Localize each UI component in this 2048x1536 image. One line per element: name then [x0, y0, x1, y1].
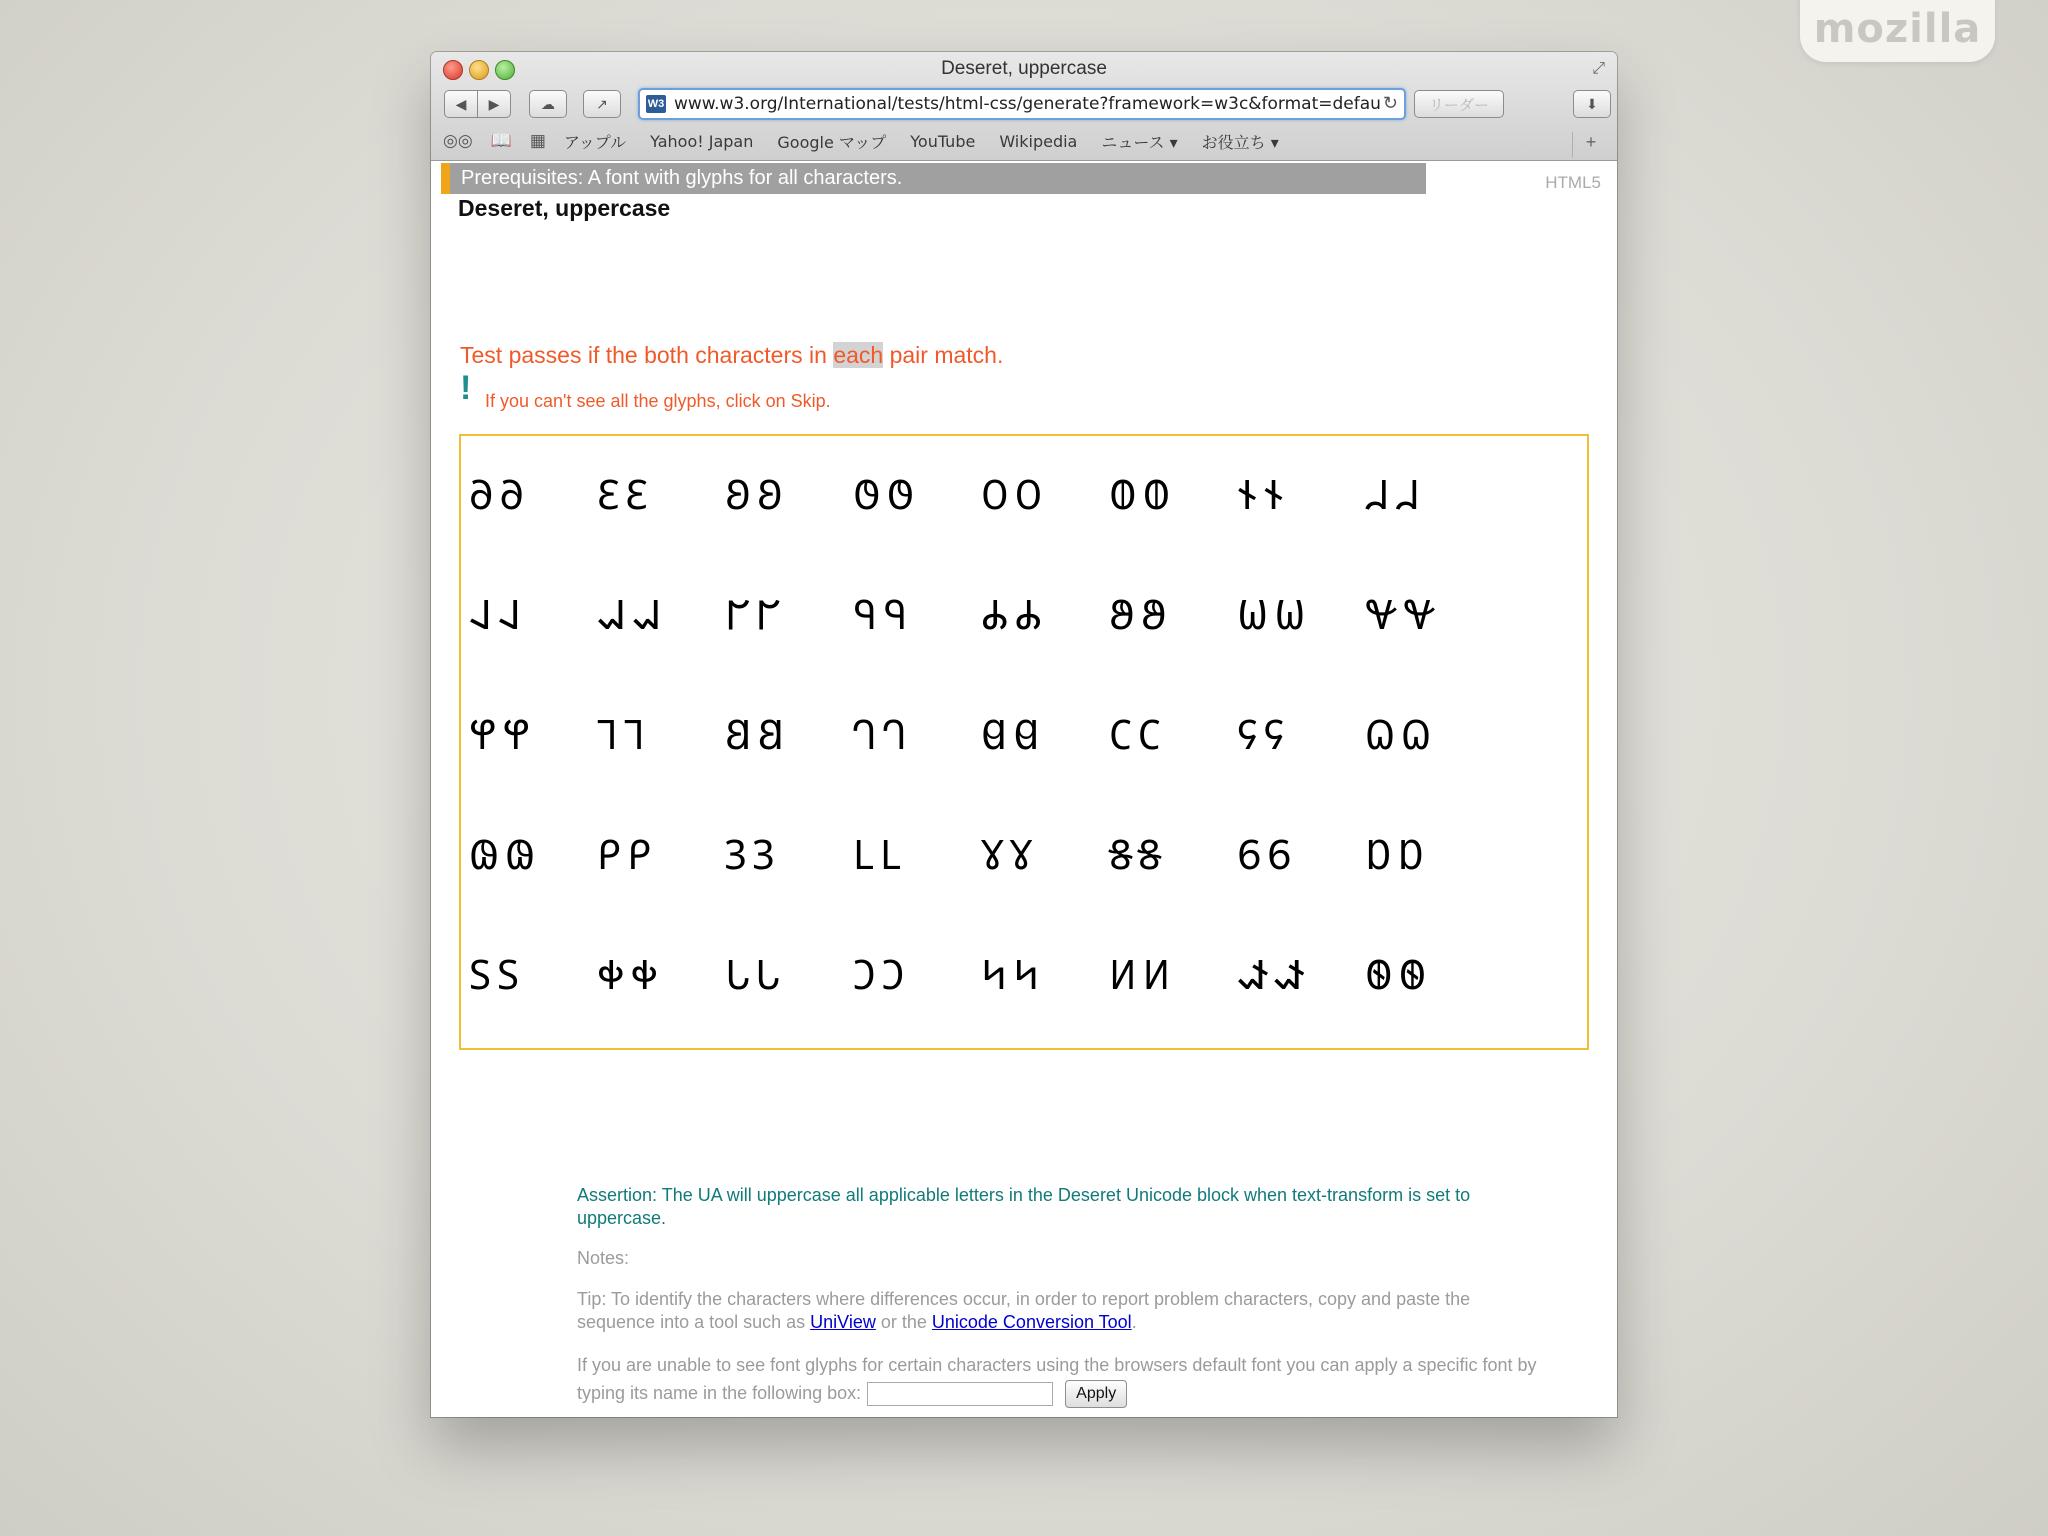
glyph-row	[469, 951, 1569, 1071]
url-text[interactable]: www.w3.org/International/tests/html-css/generate?framework=w3c&format=defau	[674, 94, 1381, 114]
glyph-pair: 𐐜𐐜	[981, 833, 1039, 879]
bookmarks-book-icon[interactable]: 📖	[490, 131, 512, 150]
test-instruction	[460, 342, 1003, 369]
mozilla-tab	[1800, 0, 1995, 62]
icloud-tabs-button[interactable]	[529, 90, 567, 118]
page-content	[431, 161, 1617, 1417]
glyph-pair: 𐐅𐐅	[1109, 473, 1177, 519]
glyph-pair: 𐐏𐐏	[1365, 593, 1442, 639]
instruction-text-end: pair match.	[883, 342, 1004, 368]
bookmark-item[interactable]: アップル	[563, 132, 627, 152]
glyph-pair: 𐐥𐐥	[1109, 953, 1177, 999]
glyph-pair: 𐐔𐐔	[981, 713, 1046, 759]
glyph-pair: 𐐋𐐋	[853, 593, 914, 639]
glyph-pair: 𐐂𐐂	[725, 473, 789, 519]
glyph-pair: 𐐘𐐘	[469, 833, 541, 879]
tip-text	[577, 1288, 1547, 1334]
glyph-pair: 𐐧𐐧	[1365, 953, 1433, 999]
glyph-row	[469, 711, 1569, 831]
glyph-row	[469, 831, 1569, 951]
downloads-button[interactable]	[1573, 90, 1611, 118]
reload-icon[interactable]: ↻	[1382, 93, 1398, 113]
reader-button[interactable]: リーダー	[1414, 90, 1504, 118]
page-title: Deseret, uppercase	[458, 195, 671, 221]
browser-toolbar	[431, 52, 1617, 161]
tip-text-end: .	[1131, 1312, 1137, 1332]
glyph-pair: 𐐄𐐄	[981, 473, 1049, 519]
glyph-row	[469, 471, 1569, 591]
font-note	[577, 1351, 1547, 1408]
prerequisites-banner: Prerequisites: A font with glyphs for all characters.	[441, 163, 1426, 194]
glyph-pair: 𐐛𐐛	[853, 833, 907, 879]
glyph-pair: 𐐀𐐀	[469, 473, 531, 519]
glyph-pair: 𐐣𐐣	[853, 953, 911, 999]
glyph-pair: 𐐕𐐕	[1109, 713, 1167, 759]
glyph-pair: 𐐝𐐝	[1109, 833, 1167, 879]
browser-window	[431, 52, 1617, 1417]
skip-note: If you can't see all the glyphs, click on Skip.	[485, 391, 831, 411]
share-button[interactable]	[583, 90, 621, 118]
glyph-pair: 𐐈𐐈	[469, 593, 527, 639]
tip-text-middle: or the	[875, 1312, 932, 1332]
glyph-grid	[469, 471, 1569, 1071]
back-button[interactable]	[444, 90, 478, 118]
glyph-pair: 𐐦𐐦	[1237, 953, 1310, 999]
assertion-text: Assertion: The UA will uppercase all applicable letters in the Deseret Unicode block when text-transform is set to uppercase.	[577, 1185, 1471, 1228]
glyph-pair: 𐐆𐐆	[1237, 473, 1290, 519]
glyph-pair: 𐐇𐐇	[1365, 473, 1427, 519]
instruction-text: Test passes if the both characters in	[460, 342, 834, 368]
download-icon: ⬇	[1586, 95, 1598, 112]
unicode-conversion-tool-link[interactable]: Unicode Conversion Tool	[931, 1312, 1132, 1332]
glyph-test-box	[459, 434, 1589, 1050]
glyph-pair: 𐐚𐐚	[725, 833, 781, 879]
glyph-pair: 𐐤𐐤	[981, 953, 1046, 999]
bookmark-folder[interactable]: ニュース ▾	[1101, 132, 1178, 152]
forward-arrow-icon: ▶	[488, 95, 500, 112]
new-tab-plus-icon[interactable]: +	[1572, 132, 1609, 158]
top-sites-grid-icon[interactable]: ▦	[529, 131, 546, 150]
window-title: Deseret, uppercase	[941, 58, 1107, 79]
glyph-pair: 𐐃𐐃	[853, 473, 921, 519]
glyph-pair: 𐐉𐐉	[597, 593, 668, 639]
address-bar[interactable]	[638, 88, 1406, 120]
notes-label: Notes:	[577, 1248, 630, 1268]
font-note-text: If you are unable to see font glyphs for certain characters using the browsers default font you can apply a specific font by typing its name in the following box:	[577, 1355, 1537, 1403]
format-label: HTML5	[1545, 173, 1601, 192]
glyph-pair: 𐐙𐐙	[597, 833, 658, 879]
bookmark-item[interactable]: YouTube	[910, 131, 976, 151]
bookmark-item[interactable]: Yahoo! Japan	[650, 131, 754, 151]
uniview-link[interactable]: UniView	[810, 1312, 876, 1332]
apply-button[interactable]: Apply	[1065, 1380, 1127, 1408]
bookmark-item[interactable]: Wikipedia	[999, 131, 1078, 151]
glyph-pair: 𐐖𐐖	[1237, 713, 1290, 759]
font-name-input[interactable]	[867, 1382, 1053, 1406]
fullscreen-icon[interactable]: ⤢	[1592, 60, 1605, 77]
w3c-favicon-icon: W3	[646, 95, 666, 113]
glyph-pair: 𐐍𐐍	[1109, 593, 1173, 639]
tip-text-start: Tip: To identify the characters where differences occur, in order to report problem characters, copy and paste the sequence into a tool such as	[577, 1289, 1471, 1332]
glyph-pair: 𐐒𐐒	[725, 713, 791, 759]
glyph-pair: 𐐊𐐊	[725, 593, 787, 639]
bookmark-item[interactable]: Google マップ	[777, 132, 887, 152]
glyph-pair: 𐐓𐐓	[853, 713, 913, 759]
forward-button[interactable]	[477, 90, 511, 118]
glyph-pair: 𐐞𐐞	[1237, 833, 1297, 879]
mozilla-logo: mozilla	[1813, 6, 1982, 52]
exclamation-icon: !	[460, 369, 472, 407]
glyph-pair: 𐐁𐐁	[597, 473, 654, 519]
instruction-highlight: each	[833, 342, 884, 368]
bookmark-folder[interactable]: お役立ち ▾	[1201, 132, 1279, 152]
cloud-icon: ☁	[541, 95, 555, 112]
glyph-pair: 𐐑𐐑	[597, 713, 651, 759]
share-icon: ↗	[596, 95, 608, 112]
glyph-pair: 𐐟𐐟	[1365, 833, 1430, 879]
bookmarks-bar	[443, 128, 1583, 154]
reading-list-icon[interactable]: ◎◎	[443, 131, 473, 150]
glyph-pair: 𐐌𐐌	[981, 593, 1049, 639]
glyph-pair: 𐐡𐐡	[597, 953, 665, 999]
glyph-pair: 𐐢𐐢	[725, 953, 785, 999]
glyph-pair: 𐐗𐐗	[1365, 713, 1437, 759]
glyph-pair: 𐐎𐐎	[1237, 593, 1312, 639]
glyph-row	[469, 591, 1569, 711]
back-arrow-icon: ◀	[455, 95, 467, 112]
glyph-pair: 𐐠𐐠	[469, 953, 525, 999]
glyph-pair: 𐐐𐐐	[469, 713, 537, 759]
